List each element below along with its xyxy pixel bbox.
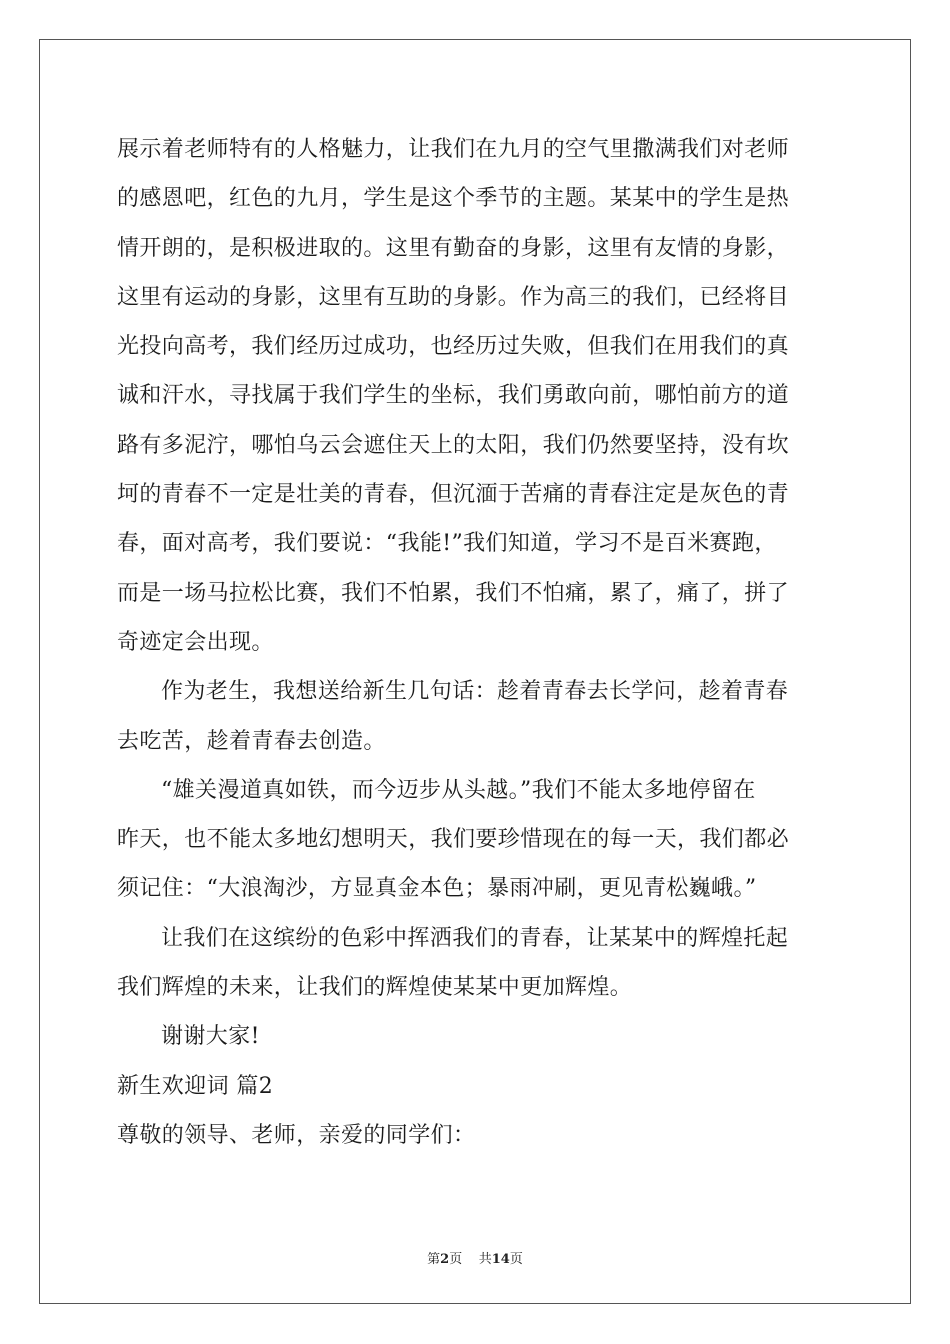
paragraph-start-line: 让我们在这缤纷的色彩中挥洒我们的青春，让某某中的辉煌托起 [161,925,789,951]
section-heading: 新生欢迎词 篇2 [117,1073,274,1099]
text-line: 去吃苦，趁着青春去创造。 [117,728,386,754]
text-line: 展示着老师特有的人格魅力，让我们在九月的空气里撒满我们对老师 [117,137,790,162]
footer-total-suffix: 页 [509,1252,523,1267]
text-line: 坷的青春不一定是壮美的青春，但沉湎于苦痛的青春注定是灰色的青 [117,482,790,508]
document-body [117,125,837,1160]
text-line: 的感恩吧，红色的九月，学生是这个季节的主题。某某中的学生是热 [117,186,790,212]
paragraph-start-line: “雄关漫道真如铁，而今迈步从头越。”我们不能太多地停留在 [161,777,756,803]
text-line: 而是一场马拉松比赛，我们不怕累，我们不怕痛，累了，痛了，拼了 [117,580,790,606]
text-line: 光投向高考，我们经历过成功，也经历过失败，但我们在用我们的真 [117,334,790,360]
page-footer [0,1248,950,1267]
current-page-number: 2 [440,1252,450,1267]
salutation: 尊敬的领导、老师，亲爱的同学们： [117,1122,476,1148]
footer-page-suffix: 页 [449,1252,463,1267]
text-line: 奇迹定会出现。 [117,629,274,655]
closing-thanks: 谢谢大家! [161,1024,260,1050]
footer-total-prefix: 共 [478,1252,492,1267]
text-line: 昨天，也不能太多地幻想明天，我们要珍惜现在的每一天，我们都必 [117,827,790,853]
text-line: 我们辉煌的未来，让我们的辉煌使某某中更加辉煌。 [117,975,633,1001]
total-page-count: 14 [491,1252,510,1267]
text-line: 须记住：“大浪淘沙，方显真金本色；暴雨冲刷，更见青松巍峨。” [117,876,757,902]
text-line: 春，面对高考，我们要说：“我能!”我们知道，学习不是百米赛跑， [117,531,777,557]
text-line: 情开朗的，是积极进取的。这里有勤奋的身影，这里有友情的身影， [117,235,790,261]
text-line: 诚和汗水，寻找属于我们学生的坐标，我们勇敢向前，哪怕前方的道 [117,383,790,409]
text-line: 这里有运动的身影，这里有互助的身影。作为高三的我们，已经将目 [117,284,790,310]
footer-prefix: 第 [427,1252,441,1267]
text-line: 路有多泥泞，哪怕乌云会遮住天上的太阳，我们仍然要坚持，没有坎 [117,432,790,458]
paragraph-start-line: 作为老生，我想送给新生几句话：趁着青春去长学问，趁着青春 [161,679,789,705]
